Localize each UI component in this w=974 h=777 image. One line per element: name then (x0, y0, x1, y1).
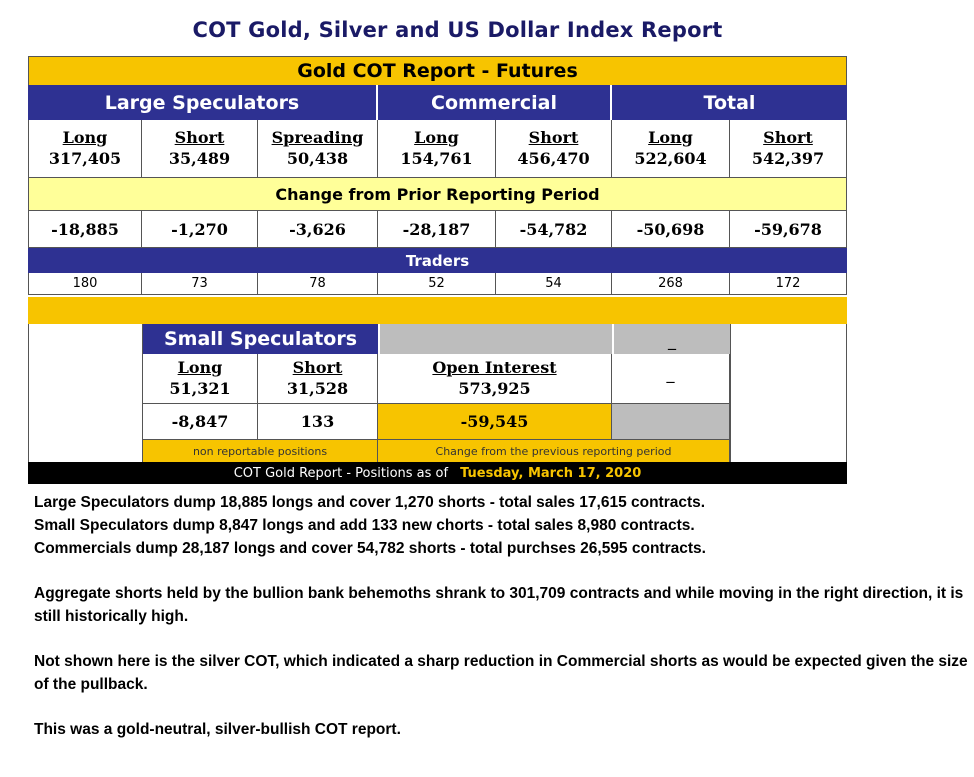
small-spec-short (258, 354, 378, 404)
position-value: 154,761 (400, 148, 473, 168)
gray-header-cell (378, 324, 612, 354)
position-value: 31,528 (286, 378, 349, 398)
separator-bar (28, 297, 847, 324)
column-total-short (730, 120, 847, 178)
non-reportable-note: non reportable positions (142, 440, 378, 462)
traders-heading: Traders (28, 248, 847, 273)
open-interest-label: Open Interest (432, 357, 557, 377)
note-paragraph: This was a gold-neutral, silver-bullish COT report. (34, 721, 401, 738)
column-large-spec-short (142, 120, 258, 178)
note-line: Commercials dump 28,187 longs and cover 54,782 shorts - total purchses 26,595 contracts. (34, 540, 706, 557)
footer-text: COT Gold Report - Positions as of (233, 465, 449, 481)
change-value: -18,885 (28, 211, 142, 248)
column-label: Short (528, 127, 579, 147)
traders-value: 54 (496, 273, 612, 295)
change-note: Change from the previous reporting period (378, 440, 730, 462)
blank-right-panel (730, 324, 847, 462)
footer-bar (28, 462, 847, 484)
dash-mid: _ (612, 354, 730, 404)
report-title-bar: Gold COT Report - Futures (28, 56, 847, 85)
position-value: 317,405 (48, 148, 122, 168)
position-value: 522,604 (634, 148, 707, 168)
position-value: 456,470 (517, 148, 590, 168)
change-heading: Change from Prior Reporting Period (28, 178, 847, 211)
column-label: Long (177, 357, 223, 377)
column-label: Spreading (271, 127, 364, 147)
gold-cot-table (28, 56, 847, 484)
dash-top: _ (612, 324, 730, 354)
gray-cell (612, 404, 730, 440)
column-label: Short (292, 357, 343, 377)
change-value: -3,626 (258, 211, 378, 248)
position-value: 51,321 (169, 378, 231, 398)
column-commercial-short (496, 120, 612, 178)
group-header-commercial: Commercial (378, 85, 612, 120)
group-header-large-speculators: Large Speculators (28, 85, 378, 120)
open-interest (378, 354, 612, 404)
page-title: COT Gold, Silver and US Dollar Index Report (192, 18, 723, 42)
column-label: Short (763, 127, 813, 147)
column-commercial-long (378, 120, 496, 178)
change-value: -50,698 (612, 211, 730, 248)
change-value: -59,678 (730, 211, 847, 248)
note-paragraph: Not shown here is the silver COT, which indicated a sharp reduction in Commercial shorts as would be expected given the size of the pullback. (34, 653, 968, 693)
column-total-long (612, 120, 730, 178)
column-large-spec-spreading (258, 120, 378, 178)
footer-date: Tuesday, March 17, 2020 (460, 465, 642, 481)
column-large-spec-long (28, 120, 142, 178)
position-value: 542,397 (751, 148, 825, 168)
open-interest-change: -59,545 (378, 404, 612, 440)
note-line: Large Speculators dump 18,885 longs and cover 1,270 shorts - total sales 17,615 contracts. (34, 494, 706, 511)
change-value: -54,782 (496, 211, 612, 248)
change-value: -1,270 (142, 211, 258, 248)
position-value: 50,438 (286, 148, 349, 168)
column-label: Short (174, 127, 225, 147)
small-spec-long-change: -8,847 (142, 404, 258, 440)
group-header-total: Total (612, 85, 847, 120)
note-line: Small Speculators dump 8,847 longs and add 133 new chorts - total sales 8,980 contracts. (34, 517, 695, 534)
small-speculators-header: Small Speculators (142, 324, 378, 354)
blank-left-panel (28, 324, 142, 462)
traders-value: 180 (28, 273, 142, 295)
column-label: Long (414, 127, 459, 147)
traders-value: 78 (258, 273, 378, 295)
column-label: Long (62, 127, 108, 147)
column-label: Long (648, 127, 693, 147)
traders-value: 268 (612, 273, 730, 295)
note-paragraph: Aggregate shorts held by the bullion bank behemoths shrank to 301,709 contracts and while moving in the right direction, it is still historically high. (34, 585, 964, 625)
open-interest-value: 573,925 (458, 378, 531, 398)
position-value: 35,489 (168, 148, 231, 168)
small-spec-short-change: 133 (258, 404, 378, 440)
traders-value: 73 (142, 273, 258, 295)
change-value: -28,187 (378, 211, 496, 248)
traders-value: 172 (730, 273, 847, 295)
traders-value: 52 (378, 273, 496, 295)
small-spec-long (142, 354, 258, 404)
commentary (34, 491, 969, 741)
